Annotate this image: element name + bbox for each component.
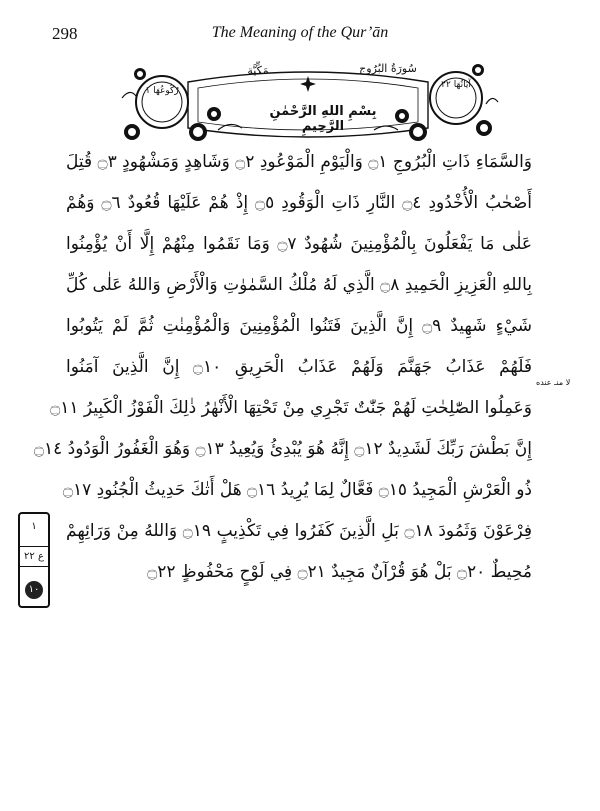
surah-header-band bbox=[118, 58, 498, 146]
verse-line: إِنَّ بَطْشَ رَبِّكَ لَشَدِيدٌ ۝١٢ إِنَّهُ هُوَ يُبْدِئُ وَيُعِيدُ ۝١٣ وَهُوَ الْغَفُورُ الْوَدُودُ ۝١٤ bbox=[33, 439, 532, 459]
ruku-marker-middle: ع ٢٢ bbox=[20, 546, 48, 567]
ruku-count-medallion: رُكُوعُهَا ١ bbox=[145, 86, 179, 96]
verse-line: وَالسَّمَاءِ ذَاتِ الْبُرُوجِ ۝١ وَالْيَوْمِ الْمَوْعُودِ ۝٢ وَشَاهِدٍ وَمَشْهُودٍ ۝٣ قُتِلَ bbox=[66, 152, 532, 172]
verse-line: عَلٰى مَا يَفْعَلُونَ بِالْمُؤْمِنِينَ شُهُودٌ ۝٧ وَمَا نَقَمُوا مِنْهُمْ إِلَّا أَنْ يُؤْمِنُوا bbox=[66, 234, 532, 254]
verse-line: ذُو الْعَرْشِ الْمَجِيدُ ۝١٥ فَعَّالٌ لِمَا يُرِيدُ ۝١٦ هَلْ أَتٰكَ حَدِيثُ الْجُنُودِ ۝١٧ bbox=[63, 480, 532, 500]
verse-line: بِاللهِ الْعَزِيزِ الْحَمِيدِ ۝٨ الَّذِي لَهُ مُلْكُ السَّمٰوٰتِ وَالْأَرْضِ وَاللهُ عَلٰى كُلِّ bbox=[66, 275, 532, 295]
verse-line: شَيْءٍ شَهِيدٌ ۝٩ إِنَّ الَّذِينَ فَتَنُوا الْمُؤْمِنِينَ وَالْمُؤْمِنٰتِ ثُمَّ لَمْ يَتُوبُوا bbox=[66, 316, 532, 336]
ruku-marker-top: ١ bbox=[31, 521, 37, 532]
ruku-marker bbox=[18, 512, 50, 608]
margin-note: لا منـ عنده bbox=[536, 378, 571, 387]
surah-name-label: سُورَةُ البُرُوج bbox=[359, 62, 417, 75]
verse-line: مُحِيطٌ ۝٢٠ بَلْ هُوَ قُرْآنٌ مَجِيدٌ ۝٢١ فِي لَوْحٍ مَحْفُوظٍ ۝٢٢ bbox=[147, 562, 532, 582]
verse-line: فَلَهُمْ عَذَابُ جَهَنَّمَ وَلَهُمْ عَذَابُ الْحَرِيقِ ۝١٠ إِنَّ الَّذِينَ آمَنُوا bbox=[66, 357, 532, 377]
verse-line: فِرْعَوْنَ وَثَمُودَ ۝١٨ بَلِ الَّذِينَ كَفَرُوا فِي تَكْذِيبٍ ۝١٩ وَاللهُ مِنْ وَرَائِهِمْ bbox=[66, 521, 532, 541]
running-title: The Meaning of the Qur’ān bbox=[211, 24, 389, 41]
revelation-label: مَكِّيَّة bbox=[247, 64, 269, 77]
verse-line: أَصْحٰبُ الْأُخْدُودِ ۝٤ النَّارِ ذَاتِ الْوَقُودِ ۝٥ إِذْ هُمْ عَلَيْهَا قُعُودٌ ۝٦ وَهُمْ bbox=[66, 193, 532, 213]
bismillah: بِسْمِ اللهِ الرَّحْمٰنِ الرَّحِيمِ bbox=[269, 104, 377, 134]
verse-line: وَعَمِلُوا الصّٰلِحٰتِ لَهُمْ جَنّٰتٌ تَجْرِي مِنْ تَحْتِهَا الْأَنْهٰرُ ذٰلِكَ الْفَوْزُ الْكَبِيرُ ۝١١ bbox=[50, 398, 532, 418]
page-number: 298 bbox=[52, 24, 78, 43]
ruku-marker-bottom: ١٠ bbox=[25, 581, 43, 599]
ayat-count-medallion: آيَاتُهَا ٢٢ bbox=[441, 80, 471, 90]
